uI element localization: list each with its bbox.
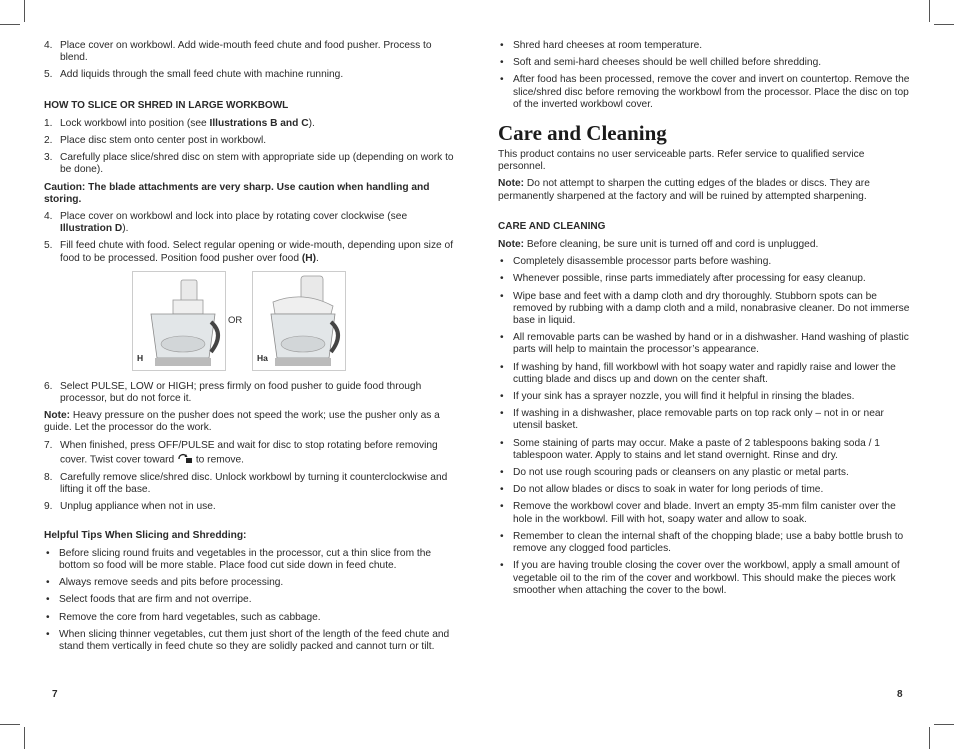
page-number-right: 8 (897, 689, 903, 700)
section-heading: CARE AND CLEANING (498, 220, 606, 232)
or-label: OR (228, 314, 243, 326)
step-item: 5. Fill feed chute with food. Select regular opening or wide-mouth, depending upon size of food to be processed. Position food pusher over food (H). (44, 240, 454, 264)
tip-item: • Before slicing round fruits and vegetables in the processor, cut a thin slice from the bottom so food will be more stable. Place food cut side down in feed chute. (44, 548, 458, 572)
illustration-label: H (137, 352, 144, 363)
step-item: 4. Place cover on workbowl and lock into place by rotating cover clockwise (see Illustration D). (44, 211, 408, 235)
step-item: 2. Place disc stem onto center post in workbowl. (44, 135, 267, 147)
list-item: • After food has been processed, remove the cover and invert on countertop. Remove the slice/shred disc before removing the workbowl from the processor. Place the disc on top of the inverted workbowl cover. (498, 74, 910, 111)
intro-text: This product contains no user serviceable parts. Refer service to qualified service personnel. (498, 149, 865, 173)
tip-item: • Always remove seeds and pits before processing. (44, 577, 458, 589)
crop-mark (24, 0, 25, 22)
list-item: • Shred hard cheeses at room temperature. (498, 40, 910, 52)
crop-mark (0, 724, 20, 725)
tip-item: • Remove the core from hard vegetables, such as cabbage. (44, 612, 458, 624)
list-item: • Some staining of parts may occur. Make a paste of 2 tablespoons baking soda / 1 tablespoon water. Apply to stains and let stand overnight. Rinse and dry. (498, 438, 910, 462)
list-item: • If washing by hand, fill workbowl with hot soapy water and rapidly raise and lower the cutting blade and discs up and down on the center shaft. (498, 362, 910, 386)
list-item: • Do not use rough scouring pads or cleansers on any plastic or metal parts. (498, 467, 910, 479)
crop-mark (934, 24, 954, 25)
section-title: Care and Cleaning (498, 121, 667, 146)
tip-item: • When slicing thinner vegetables, cut them just short of the length of the feed chute and stand them vertically in feed chute so they are solidly packed and cannot turn or tilt. (44, 629, 458, 653)
list-item: • Whenever possible, rinse parts immediately after processing for easy cleanup. (498, 273, 910, 285)
step-item: 8. Carefully remove slice/shred disc. Unlock workbowl by turning it counterclockwise and lifting it off the base. (44, 472, 448, 496)
step-item: 6. Select PULSE, LOW or HIGH; press firmly on food pusher to guide food through processor, but do not force it. (44, 380, 422, 405)
list-item: • Remember to clean the internal shaft of the chopping blade; use a baby bottle brush to remove any clogged food particles. (498, 531, 910, 555)
crop-mark (24, 727, 25, 749)
illustration-ha (252, 271, 346, 371)
step-item: 1. Lock workbowl into position (see Illustrations B and C). (44, 117, 315, 129)
list-item: • Do not allow blades or discs to soak in water for long periods of time. (498, 484, 910, 496)
illustration-row (44, 271, 458, 371)
list-item: • Soft and semi-hard cheeses should be well chilled before shredding. (498, 57, 910, 69)
step-item: 7. When finished, press OFF/PULSE and wait for disc to stop rotating before removing cover. Twist cover toward to remove. (44, 439, 438, 466)
note-text: Note: Heavy pressure on the pusher does not speed the work; use the pusher only as a guide. Let the processor do the work. (44, 410, 440, 434)
crop-mark (934, 724, 954, 725)
list-item: • If washing in a dishwasher, place removable parts on top rack only – not in or near utensil basket. (498, 408, 910, 432)
step-item: 3. Carefully place slice/shred disc on stem with appropriate side up (depending on work to be done). (44, 152, 454, 176)
caution-text: Caution: The blade attachments are very sharp. Use caution when handling and storing. (44, 181, 430, 205)
list-item: • All removable parts can be washed by hand or in a dishwasher. Hand washing of plastic parts will help to maintain the processor’s appearance. (498, 332, 910, 356)
list-item: • Wipe base and feet with a damp cloth and dry thoroughly. Stubborn spots can be removed by rubbing with a damp cloth and a mild, nonabrasive cleaner. Do not immerse base in liquid. (498, 291, 910, 328)
list-item: • Remove the workbowl cover and blade. Invert an empty 35-mm film canister over the hole in the workbowl. Fill with hot, soapy water and allow to soak. (498, 501, 910, 525)
unlock-icon (177, 452, 193, 467)
tips-heading: Helpful Tips When Slicing and Shredding: (44, 529, 247, 541)
illustration-h (132, 271, 226, 371)
page-number-left: 7 (52, 689, 58, 700)
crop-mark (0, 24, 20, 25)
crop-mark (929, 0, 930, 22)
note-text: Note: Do not attempt to sharpen the cutting edges of the blades or discs. They are permanently sharpened at the factory and will be ruined by attempted sharpening. (498, 178, 870, 202)
right-page (498, 40, 910, 602)
list-item: • If your sink has a sprayer nozzle, you will find it helpful in rinsing the blades. (498, 391, 910, 403)
note-text: Note: Before cleaning, be sure unit is turned off and cord is unplugged. (498, 239, 819, 251)
step-item: 4. Place cover on workbowl. Add wide-mouth feed chute and food pusher. Process to blend. (44, 40, 432, 64)
left-page (44, 40, 458, 658)
list-item: • If you are having trouble closing the cover over the workbowl, apply a small amount of vegetable oil to the rim of the cover and workbowl. This should make the pieces work smoother when attaching the cover to the bowl. (498, 560, 910, 597)
section-heading: HOW TO SLICE OR SHRED IN LARGE WORKBOWL (44, 99, 289, 111)
step-item: 5. Add liquids through the small feed chute with machine running. (44, 69, 344, 81)
crop-mark (929, 727, 930, 749)
list-item: • Completely disassemble processor parts before washing. (498, 256, 910, 268)
tip-item: • Select foods that are firm and not overripe. (44, 594, 458, 606)
step-item: 9. Unplug appliance when not in use. (44, 501, 216, 513)
food-processor-illustration-icon (133, 272, 225, 370)
illustration-label: Ha (257, 352, 268, 363)
